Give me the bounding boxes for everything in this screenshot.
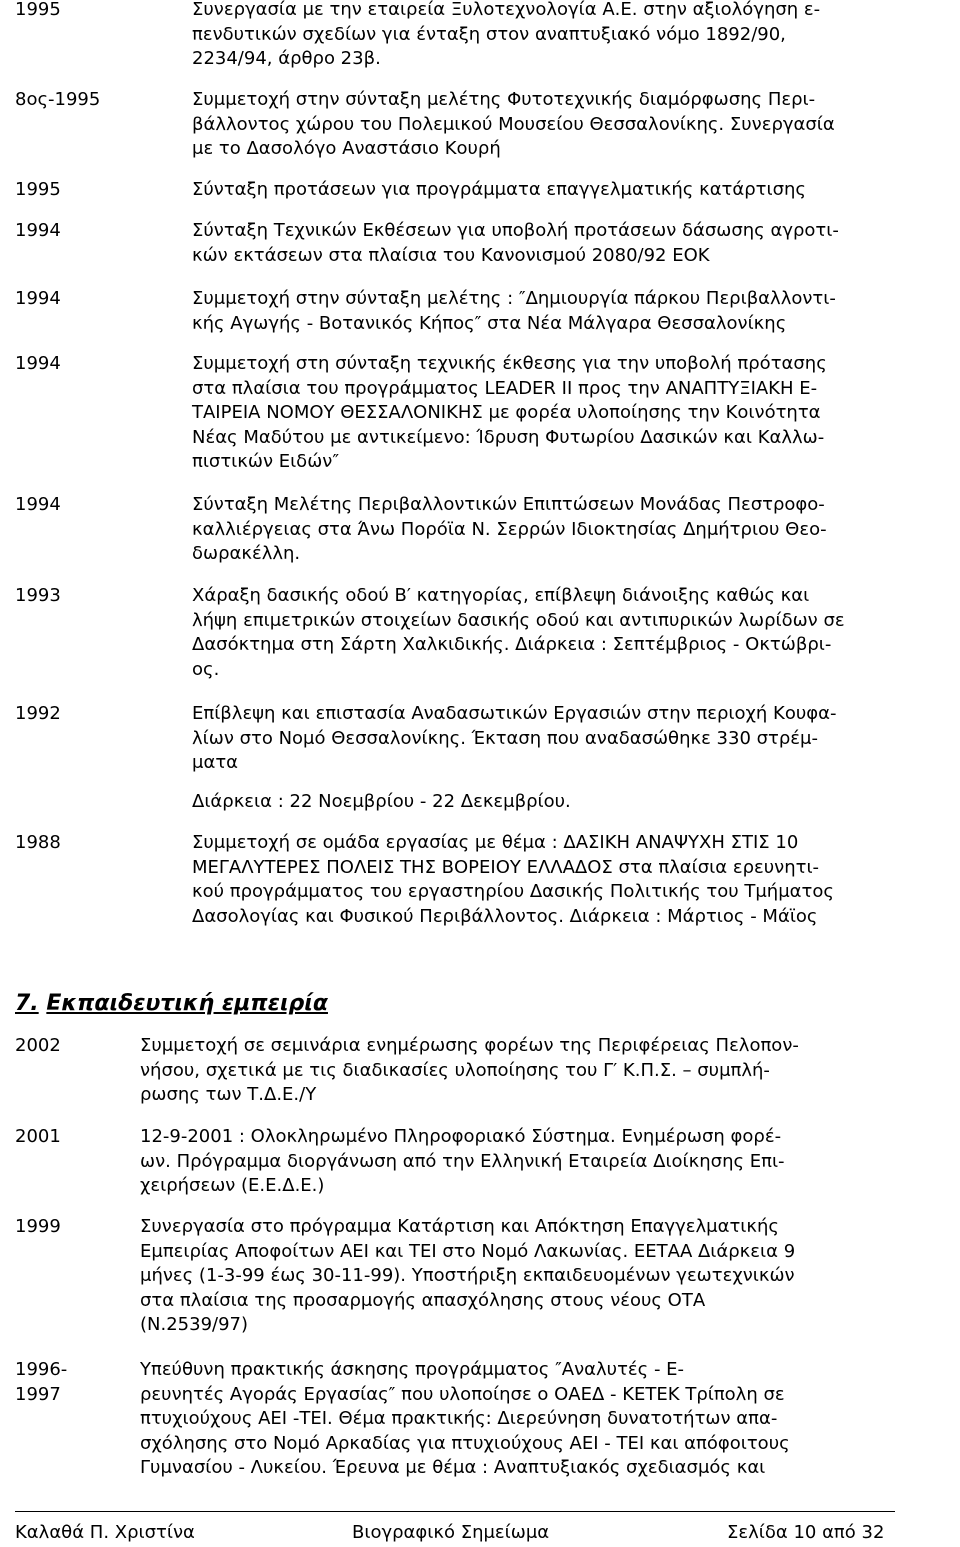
- entry-description: Σύνταξη προτάσεων για προγράμματα επαγγελματικής κατάρτισης: [192, 179, 806, 200]
- entry-date: 1992: [15, 703, 61, 724]
- entry-description: Σύνταξη Μελέτης Περιβαλλοντικών Επιπτώσεων Μονάδας Πεστροφο- καλλιέργειας στα Άνω Πορόϊα Ν. Σερρών Ιδιοκτησίας Δημήτριου Θεο- δωρακέλλη.: [192, 494, 827, 565]
- entry-description: Υπεύθυνη πρακτικής άσκησης προγράμματος ″Αναλυτές - Ε- ρευνητές Αγοράς Εργασίας″ που υλοποίησε ο ΟΑΕΔ - ΚΕΤΕΚ Τρίπολη σε πτυχιούχους ΑΕΙ -ΤΕΙ. Θέμα πρακτικής: Διερεύνηση δυνατοτήτων απα- σχόλησης στο Νομό Αρκαδίας για πτυχιούχους ΑΕΙ - ΤΕΙ και απόφοιτους Γυμνασίου - Λυκείου. Έρευνα με θέμα : Αναπτυξιακός σχεδιασμός και: [140, 1359, 790, 1479]
- entry-date: 1995: [15, 179, 61, 200]
- footer-divider: [15, 1511, 895, 1512]
- section-number: 7.: [15, 991, 39, 1016]
- entry-description: Συμμετοχή σε σεμινάρια ενημέρωσης φορέων της Περιφέρειας Πελοπον- νήσου, σχετικά με τις διαδικασίες υλοποίησης του Γ′ Κ.Π.Σ. – συμπλή- ρωσης των Τ.Δ.Ε./Υ: [140, 1035, 799, 1106]
- entry-date: 8ος-1995: [15, 89, 101, 110]
- entry-date: 1999: [15, 1216, 61, 1237]
- entry-description: Συνεργασία στο πρόγραμμα Κατάρτιση και Απόκτηση Επαγγελματικής Εμπειρίας Αποφοίτων ΑΕΙ και ΤΕΙ στο Νομό Λακωνίας. ΕΕΤΑΑ Διάρκεια 9 μήνες (1-3-99 έως 30-11-99). Υποστήριξη εκπαιδευομένων γεωτεχνικών στα πλαίσια της προσαρμογής απασχόλησης στους νέους ΟΤΑ (Ν.2539/97): [140, 1216, 796, 1336]
- entry-description: Συνεργασία με την εταιρεία Ξυλοτεχνολογία Α.Ε. στην αξιολόγηση ε- πενδυτικών σχεδίων για ένταξη στον αναπτυξιακό νόμο 1892/90, 2234/94, άρθρο 23β.: [192, 0, 821, 70]
- footer-author: Καλαθά Π. Χριστίνα: [15, 1522, 195, 1543]
- entry-date: 1996- 1997: [15, 1359, 68, 1405]
- entry-date: 1993: [15, 585, 61, 606]
- entry-description: Συμμετοχή στην σύνταξη μελέτης Φυτοτεχνικής διαμόρφωσης Περι- βάλλοντος χώρου του Πολεμικού Μουσείου Θεσσαλονίκης. Συνεργασία με το Δασολόγο Αναστάσιο Κουρή: [192, 89, 835, 160]
- entry-date: 2001: [15, 1126, 61, 1147]
- entry-duration: Διάρκεια : 22 Νοεμβρίου - 22 Δεκεμβρίου.: [192, 791, 571, 812]
- entry-description: Επίβλεψη και επιστασία Αναδασωτικών Εργασιών στην περιοχή Κουφα- λίων στο Νομό Θεσσαλονίκης. Έκταση που αναδασώθηκε 330 στρέμ- ματα: [192, 703, 837, 774]
- entry-date: 1994: [15, 288, 61, 309]
- entry-date: 1994: [15, 494, 61, 515]
- entry-date: 1994: [15, 220, 61, 241]
- entry-description: Χάραξη δασικής οδού Β′ κατηγορίας, επίβλεψη διάνοιξης καθώς και λήψη επιμετρικών στοιχείων δασικής οδού και αντιπυρικών λωρίδων σε Δασόκτημα στη Σάρτη Χαλκιδικής. Διάρκεια : Σεπτέμβριος - Οκτώβρι- ος.: [192, 585, 845, 680]
- entry-description: 12-9-2001 : Ολοκληρωμένο Πληροφοριακό Σύστημα. Ενημέρωση φορέ- ων. Πρόγραμμα διοργάνωση από την Ελληνική Εταιρεία Διοίκησης Επι- χειρήσεων (Ε.Ε.Δ.Ε.): [140, 1126, 785, 1197]
- entry-description: Συμμετοχή σε ομάδα εργασίας με θέμα : ΔΑΣΙΚΗ ΑΝΑΨΥΧΗ ΣΤΙΣ 10 ΜΕΓΑΛΥΤΕΡΕΣ ΠΟΛΕΙΣ ΤΗΣ ΒΟΡΕΙΟΥ ΕΛΛΑΔΟΣ στα πλαίσια ερευνητι- κού προγράμματος του εργαστηρίου Δασικής Πολιτικής του Τμήματος Δασολογίας και Φυσικού Περιβάλλοντος. Διάρκεια : Μάρτιος - Μάϊος: [192, 832, 834, 927]
- section-heading: [15, 990, 328, 1018]
- entry-description: Συμμετοχή στη σύνταξη τεχνικής έκθεσης για την υποβολή πρότασης στα πλαίσια του προγράμματος LEADER II προς την ΑΝΑΠΤΥΞΙΑΚΗ Ε- ΤΑΙΡΕΙΑ ΝΟΜΟΥ ΘΕΣΣΑΛΟΝΙΚΗΣ με φορέα υλοποίησης την Κοινότητα Νέας Μαδύτου με αντικείμενο: Ίδρυση Φυτωρίου Δασικών και Καλλω- πιστικών Ειδών″: [192, 353, 827, 473]
- entry-date: 1995: [15, 0, 61, 20]
- entry-date: 1988: [15, 832, 61, 853]
- entry-date: 2002: [15, 1035, 61, 1056]
- entry-date: 1994: [15, 353, 61, 374]
- footer-document-title: Βιογραφικό Σημείωμα: [352, 1522, 550, 1543]
- entry-description: Συμμετοχή στην σύνταξη μελέτης : ″Δημιουργία πάρκου Περιβαλλοντι- κής Αγωγής - Βοτανικός Κήπος″ στα Νέα Μάλγαρα Θεσσαλονίκης: [192, 288, 836, 334]
- section-title: Εκπαιδευτική εμπειρία: [46, 991, 328, 1016]
- footer-page-number: Σελίδα 10 από 32: [727, 1522, 885, 1543]
- entry-description: Σύνταξη Τεχνικών Εκθέσεων για υποβολή προτάσεων δάσωσης αγροτι- κών εκτάσεων στα πλαίσια του Κανονισμού 2080/92 ΕΟΚ: [192, 220, 839, 266]
